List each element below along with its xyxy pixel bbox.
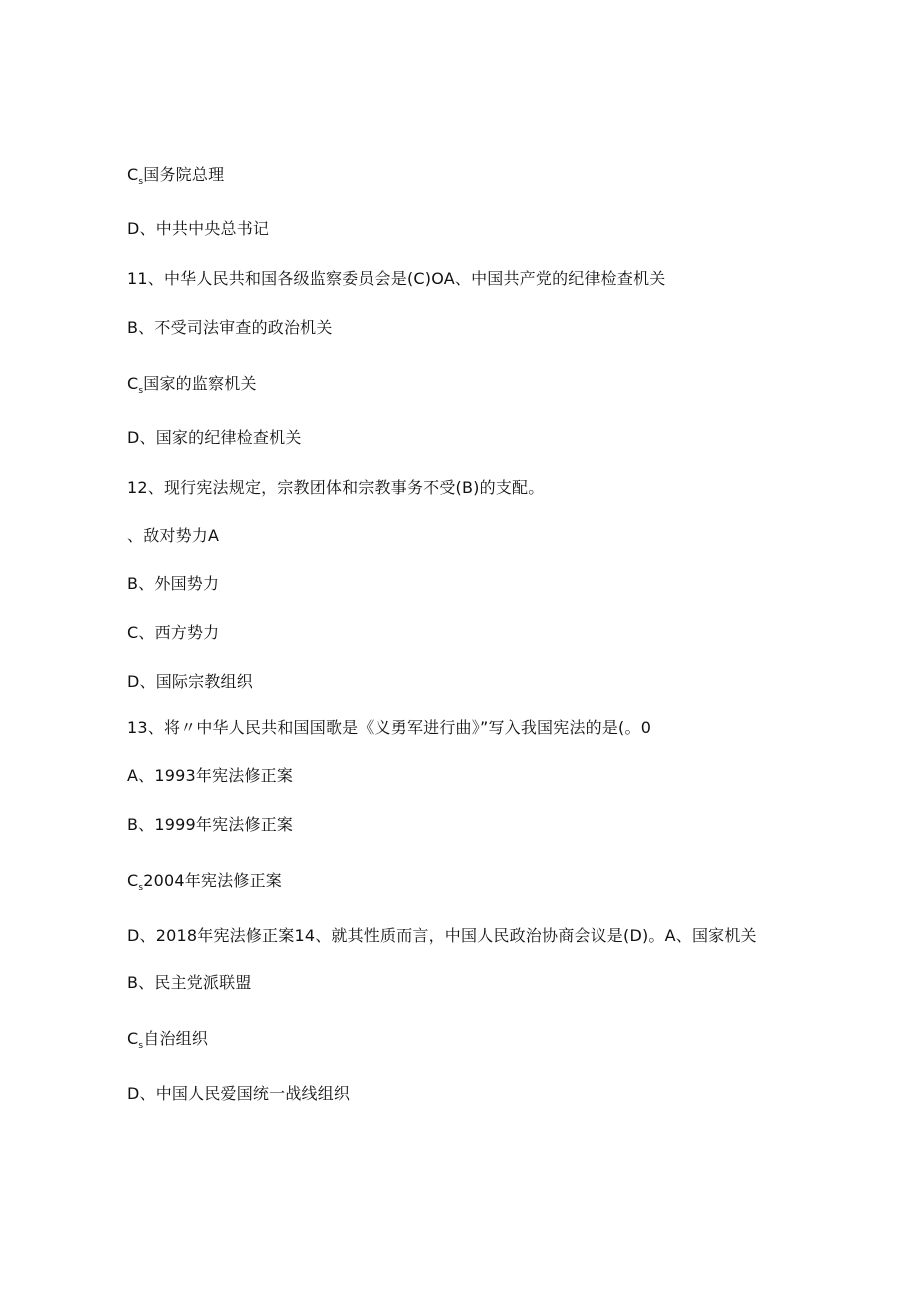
option-c-supervisory-organ xyxy=(127,373,257,402)
option-subscript: s xyxy=(138,386,144,396)
option-d-2018-and-question-14: D、2018年宪法修正案14、就其性质而言，中国人民政治协商会议是(D)。A、国家机关 xyxy=(127,926,757,945)
option-c-autonomous-org xyxy=(127,1028,208,1057)
option-subscript: s xyxy=(138,883,144,893)
option-a-hostile-forces: 、敌对势力A xyxy=(127,526,220,545)
option-letter: C xyxy=(127,871,139,890)
option-letter: C xyxy=(127,1029,139,1048)
option-c-2004 xyxy=(127,870,282,899)
option-c-premier xyxy=(127,164,224,193)
option-subscript: s xyxy=(138,177,144,187)
option-text: 2004年宪法修正案 xyxy=(143,871,282,890)
option-d-discipline-organ: D、国家的纪律检查机关 xyxy=(127,428,302,447)
question-13: 13、将〃中华人民共和国国歌是《义勇军进行曲》”写入我国宪法的是(。0 xyxy=(127,718,652,737)
option-d-general-secretary: D、中共中央总书记 xyxy=(127,219,270,238)
option-b-democratic-parties: B、民主党派联盟 xyxy=(127,973,252,992)
option-d-united-front: D、中国人民爱国统一战线组织 xyxy=(127,1084,351,1103)
option-b-1999: B、1999年宪法修正案 xyxy=(127,815,294,834)
option-subscript: s xyxy=(138,1041,144,1051)
option-b-foreign-forces: B、外国势力 xyxy=(127,574,220,593)
option-b-political-organ: B、不受司法审查的政治机关 xyxy=(127,318,333,337)
option-letter: C xyxy=(127,374,139,393)
option-letter: C xyxy=(127,165,139,184)
option-text: 国家的监察机关 xyxy=(143,374,257,393)
option-a-1993: A、1993年宪法修正案 xyxy=(127,766,294,785)
question-11: 11、中华人民共和国各级监察委员会是(C)OA、中国共产党的纪律检查机关 xyxy=(127,269,666,288)
question-12: 12、现行宪法规定，宗教团体和宗教事务不受(B)的支配。 xyxy=(127,478,545,497)
option-text: 自治组织 xyxy=(143,1029,209,1048)
option-text: 国务院总理 xyxy=(143,165,225,184)
option-c-western-forces: C、西方势力 xyxy=(127,623,220,642)
option-d-intl-religious-org: D、国际宗教组织 xyxy=(127,672,253,691)
